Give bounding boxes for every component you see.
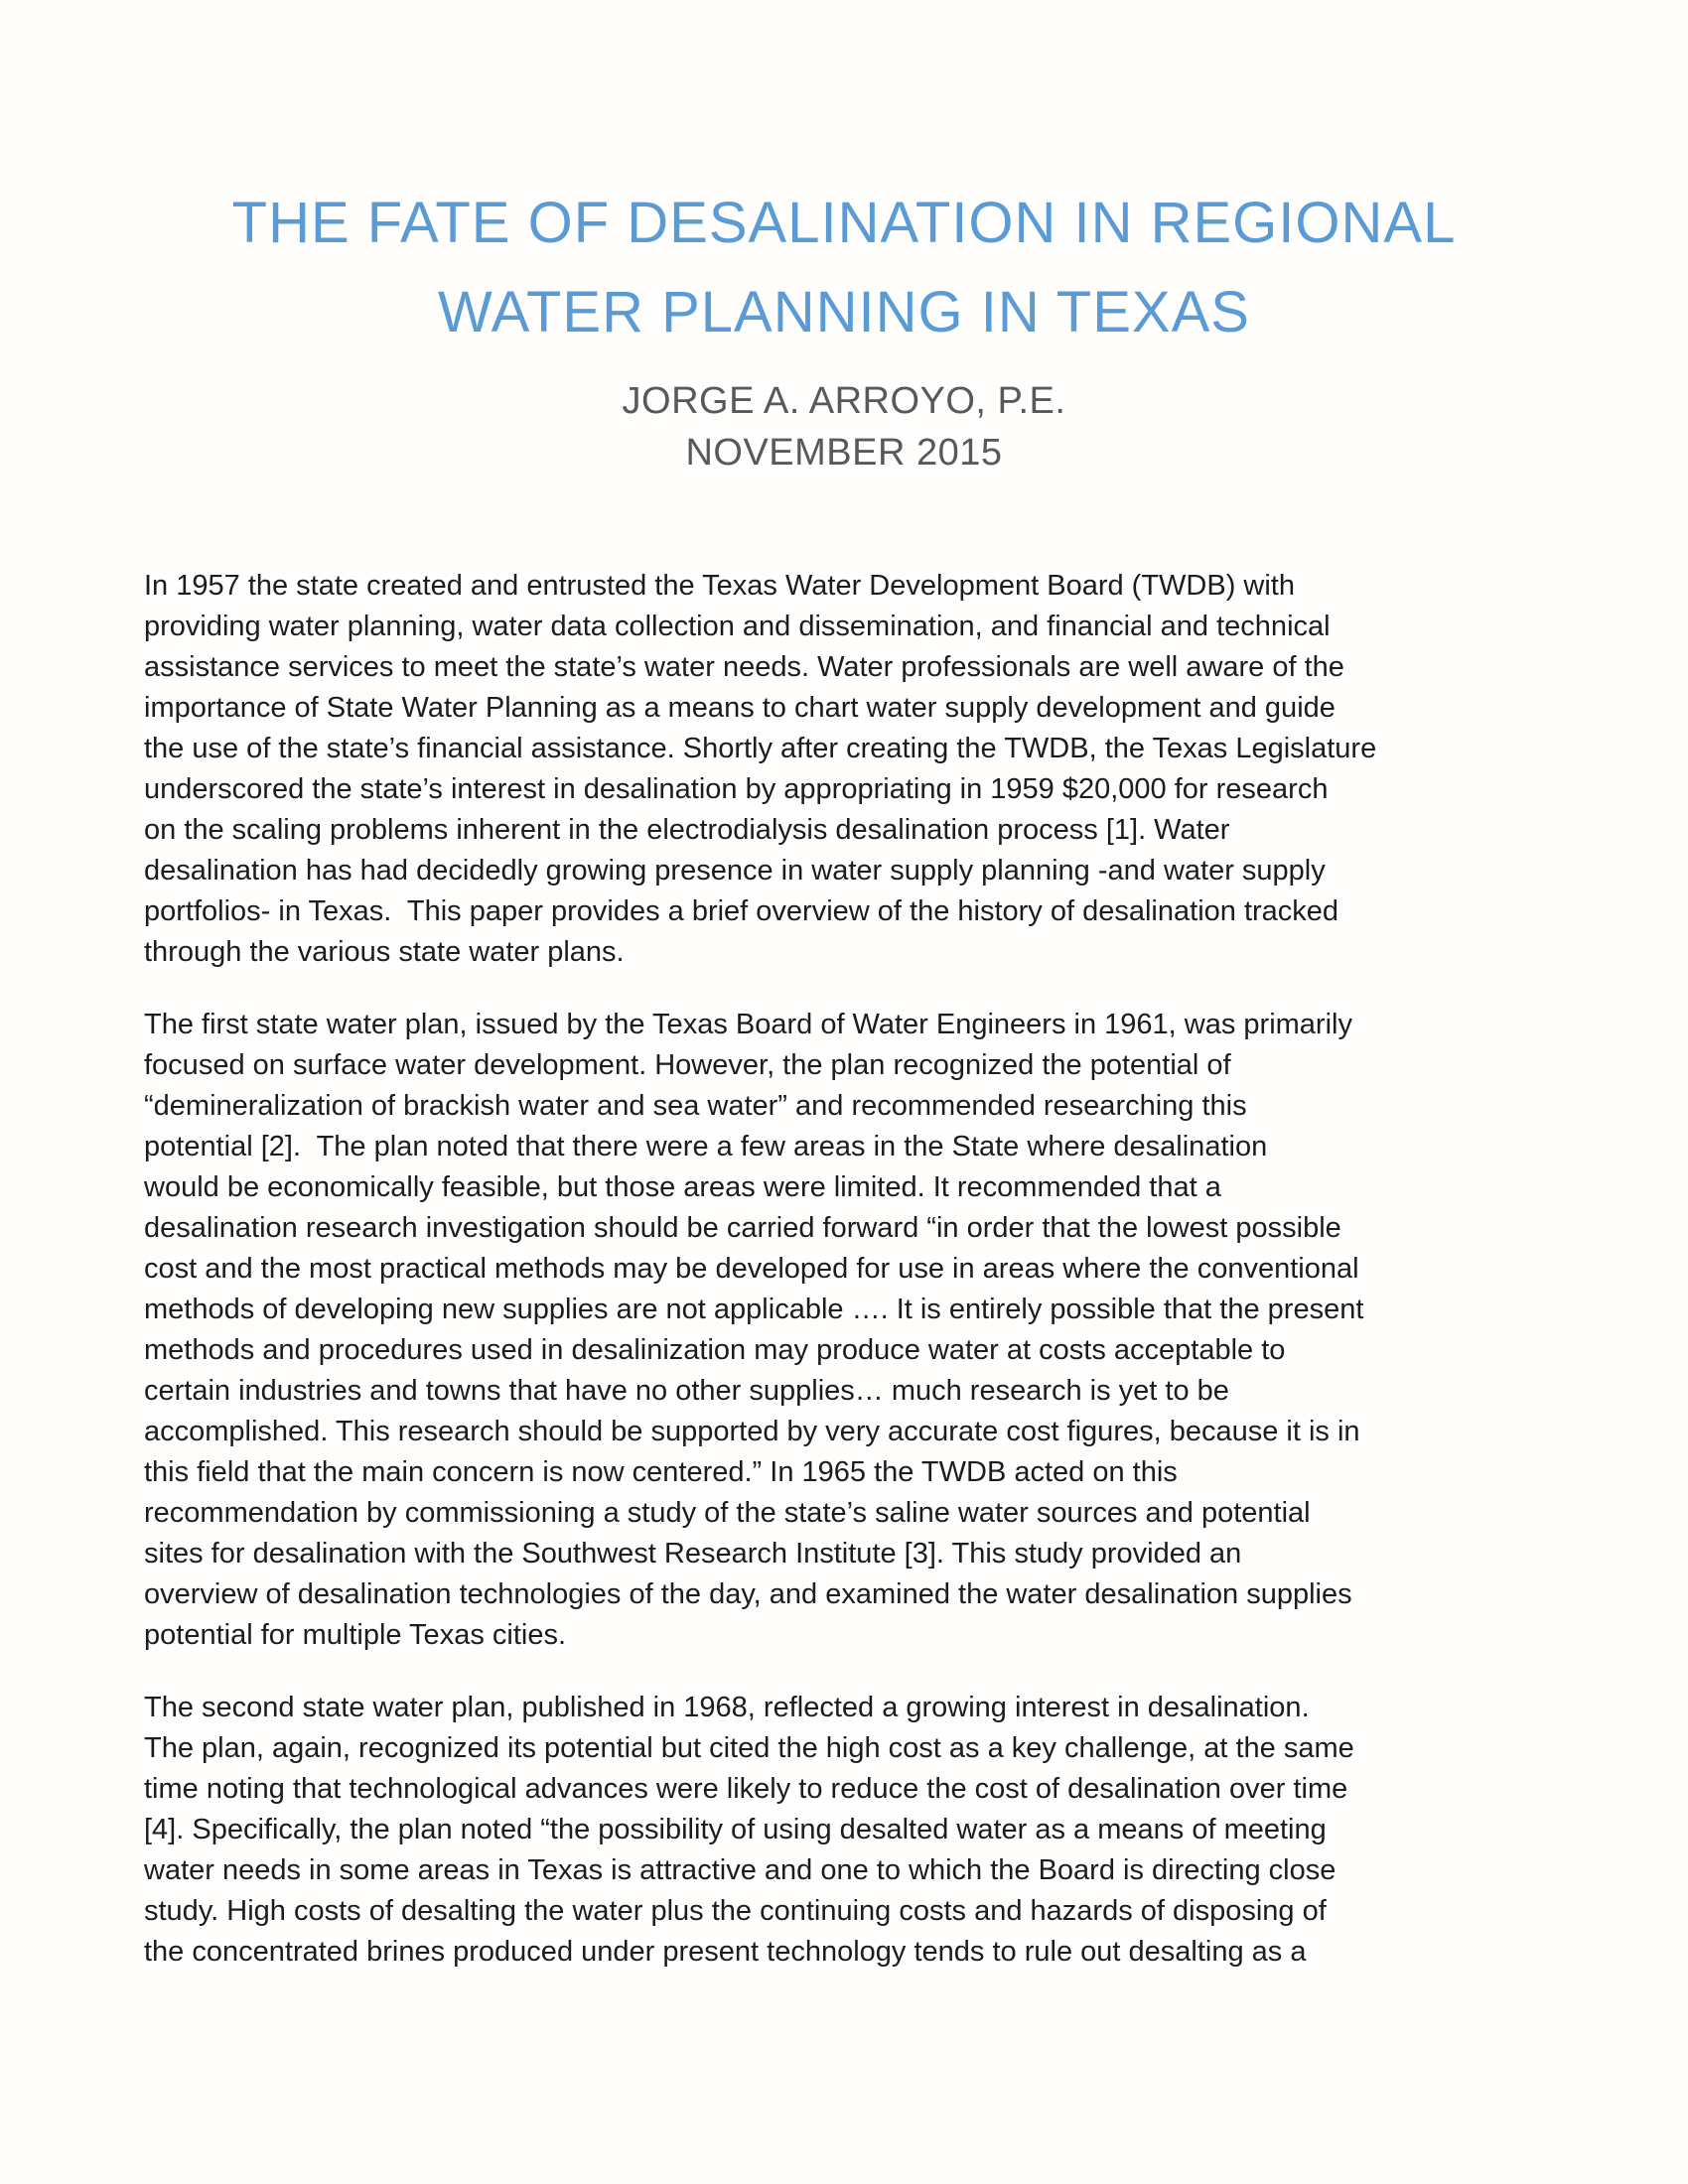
text-line: desalination research investigation should be carried forward “in order that the lowest possible (144, 1212, 1341, 1244)
text-line: study. High costs of desalting the water plus the continuing costs and hazards of disposing of (144, 1895, 1327, 1927)
paragraph (144, 1005, 1544, 1656)
document-body (144, 566, 1544, 1973)
text-line: would be economically feasible, but those areas were limited. It recommended that a (144, 1171, 1221, 1203)
page-title (144, 179, 1544, 357)
text-line: providing water planning, water data collection and dissemination, and financial and technical (144, 611, 1331, 642)
text-line: [4]. Specifically, the plan noted “the possibility of using desalted water as a means of meeting (144, 1814, 1327, 1845)
text-line: assistance services to meet the state’s water needs. Water professionals are well aware of the (144, 651, 1344, 683)
text-line: water needs in some areas in Texas is attractive and one to which the Board is directing close (144, 1854, 1336, 1886)
paragraph (144, 1688, 1544, 1973)
text-line: focused on surface water development. However, the plan recognized the potential of (144, 1049, 1231, 1081)
text-line: methods and procedures used in desalinization may produce water at costs acceptable to (144, 1334, 1286, 1366)
paragraph (144, 566, 1544, 973)
text-line: accomplished. This research should be supported by very accurate cost figures, because it is in (144, 1416, 1360, 1447)
text-line: the use of the state’s financial assistance. Shortly after creating the TWDB, the Texas Legislature (144, 733, 1377, 764)
text-line: The first state water plan, issued by the Texas Board of Water Engineers in 1961, was primarily (144, 1009, 1352, 1040)
text-line: In 1957 the state created and entrusted the Texas Water Development Board (TWDB) with (144, 570, 1295, 602)
text-line: The second state water plan, published in 1968, reflected a growing interest in desalination. (144, 1692, 1310, 1723)
text-line: methods of developing new supplies are not applicable …. It is entirely possible that the present (144, 1294, 1364, 1325)
author-line: JORGE A. ARROYO, P.E. (622, 380, 1066, 422)
text-line: overview of desalination technologies of the day, and examined the water desalination supplies (144, 1578, 1352, 1610)
text-line: cost and the most practical methods may be developed for use in areas where the conventional (144, 1253, 1359, 1285)
text-line: through the various state water plans. (144, 936, 625, 968)
text-line: potential for multiple Texas cities. (144, 1619, 567, 1651)
title-line: WATER PLANNING IN TEXAS (438, 280, 1250, 344)
text-line: potential [2]. The plan noted that there were a few areas in the State where desalination (144, 1131, 1268, 1162)
text-line: importance of State Water Planning as a means to chart water supply development and guide (144, 692, 1336, 724)
text-line: The plan, again, recognized its potential but cited the high cost as a key challenge, at the same (144, 1732, 1354, 1764)
text-line: desalination has had decidedly growing presence in water supply planning -and water supply (144, 855, 1326, 887)
text-line: the concentrated brines produced under present technology tends to rule out desalting as a (144, 1936, 1307, 1968)
text-line: recommendation by commissioning a study of the state’s saline water sources and potential (144, 1497, 1311, 1529)
text-line: portfolios- in Texas. This paper provides a brief overview of the history of desalination tracked (144, 895, 1339, 927)
text-line: certain industries and towns that have no other supplies… much research is yet to be (144, 1375, 1229, 1407)
text-line: this field that the main concern is now centered.” In 1965 the TWDB acted on this (144, 1456, 1178, 1488)
text-line: “demineralization of brackish water and sea water” and recommended researching this (144, 1090, 1247, 1122)
text-line: time noting that technological advances were likely to reduce the cost of desalination over time (144, 1773, 1348, 1805)
document-header (144, 179, 1544, 478)
text-line: sites for desalination with the Southwest Research Institute [3]. This study provided an (144, 1538, 1242, 1570)
text-line: underscored the state’s interest in desalination by appropriating in 1959 $20,000 for research (144, 773, 1329, 805)
text-line: on the scaling problems inherent in the electrodialysis desalination process [1]. Water (144, 814, 1230, 846)
title-line: THE FATE OF DESALINATION IN REGIONAL (231, 191, 1457, 255)
date-line: NOVEMBER 2015 (685, 432, 1003, 474)
